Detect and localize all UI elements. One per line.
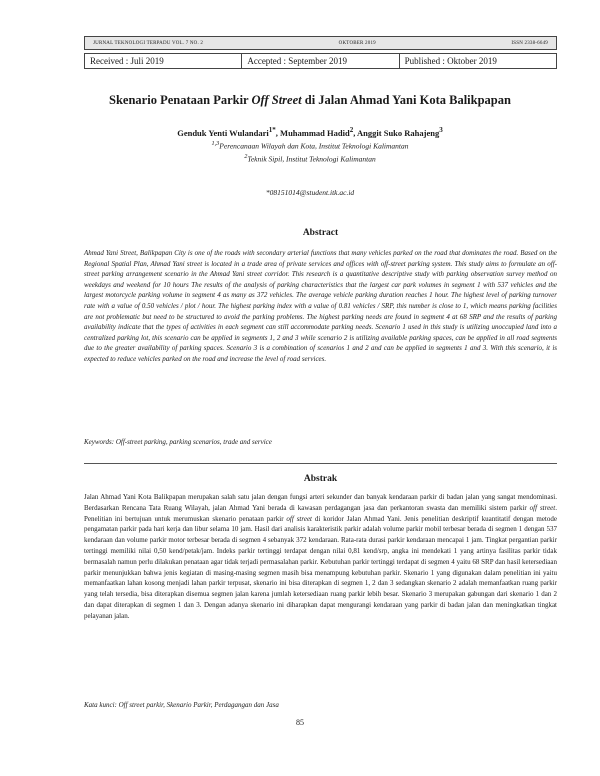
corresponding-email[interactable]: *08151014@student.itk.ac.id (265, 188, 355, 197)
abstract-heading: Abstract (302, 228, 339, 238)
paper-title (60, 93, 560, 108)
received-date: Received : Juli 2019 (85, 54, 242, 68)
title-part-2: Off Street (251, 93, 302, 107)
affiliation-1-sup: 1,3 (211, 140, 220, 147)
affiliation-1-text: Perencanaan Wilayah dan Kota, Institut Teknologi Kalimantan (219, 141, 409, 151)
author-list (60, 126, 560, 138)
kata-kunci: Kata kunci: Off street parkir, Skenario Parkir, Perdagangan dan Jasa (84, 701, 279, 709)
abstrak-part-1: Jalan Ahmad Yani Kota Balikpapan merupakan salah satu jalan dengan fungsi arteri sekunder dan banyak kendaraan parkir di badan jalan yang sangat mendominasi. Berdasarkan Rencana Tata Ruang Wilayah, jalan Ahmad Yani berada di kawasan perdagangan jasa dan perkantoran swasta dan memiliki sistem parkir (84, 493, 557, 512)
abstrak-part-2: . Penelitian ini bertujuan untuk merumuskan skenario penataan parkir (84, 503, 557, 523)
abstrak-italic-2: off street (286, 514, 313, 523)
abstrak-heading: Abstrak (303, 474, 338, 484)
abstrak-text (84, 492, 557, 622)
author-1: Genduk Yenti Wulandari (177, 127, 269, 138)
journal-name: JURNAL TEKNOLOGI TERPADU VOL. 7 NO. 2 (93, 40, 204, 46)
section-divider (84, 463, 557, 464)
title-part-3: di Jalan Ahmad Yani Kota Balikpapan (301, 93, 511, 107)
affiliation-2 (60, 153, 560, 164)
author-2-sup: 2 (349, 126, 354, 134)
affiliation-2-text: Teknik Sipil, Institut Teknologi Kalimantan (247, 154, 376, 164)
article-dates (84, 53, 557, 69)
published-date: Published : Oktober 2019 (404, 56, 497, 66)
issue-month: OKTOBER 2019 (338, 40, 376, 46)
affiliation-1 (60, 140, 560, 151)
journal-header (84, 36, 557, 50)
abstrak-part-3: di koridor Jalan Ahmad Yani. Jenis penelitian deskriptif kuantitatif dengan metode pengamatan parkir pada hari kerja dan libur selama 10 jam. Hasil dari analisis karakteristik parkir adalah volume parkir mobil terbesar berada di segmen 1 dengan 537 kendaraan dan volume parkir motor terbesar berada di segmen 4 sebanyak 372 kendaraan. Rata-rata durasi parkir kendaraan mencapai 1 jam. Tingkat pergantian parkir tertinggi memiliki nilai 0,50 kend/petak/jam. Indeks parkir tertinggi terdapat dengan nilai 0,81 kend/srp, angka ini mendekati 1 yang artinya fasilitas parkir tidak bermasalah namun perlu dilakukan penataan agar tidak terjadi permasalahan parkir. Kebutuhan parkir tertinggi terdapat di segmen 4 yaitu 68 SRP dan hasil ketersediaan parkir menunjukkan bahwa jenis kegiatan di masing-masing segmen masih bisa menampung kebutuhan parkir. Skenario 1 yang digunakan dalam penelitian ini yaitu memanfaatkan lahan kosong menjadi lahan parkir terpusat, skenario ini bisa diterapkan di segmen 1, 2 dan 3 sedangkan skenario 2 adalah memanfaatkan ruang parkir yang telah tersedia, bisa diterapkan disemua segmen jalan karena jumlah ketersediaan ruang parkir lebih besar. Skenario 3 merupakan gabungan dari skenario 1 dan 2 dan dapat diterapkan di segmen 1 dan 3. Dengan adanya skenario ini diharapkan dapat mengurangi kendaraan yang parkir di badan jalan dan meningkatkan tingkat pelayanan jalan. (84, 514, 557, 620)
title-part-1: Skenario Penataan Parkir (109, 93, 252, 107)
affiliation-2-sup: 2 (244, 153, 248, 160)
author-1-sup: 1* (268, 126, 276, 134)
author-3-sup: 3 (439, 126, 443, 134)
author-2: , Muhammad Hadid (275, 127, 350, 138)
abstract-text: Ahmad Yani Street, Balikpapan City is one of the roads with secondary arterial functions that many vehicles parked on the road that dominates the road. Based on the Regional Spatial Plan, Ahmad Yani street is located in a trade area of private services and offices with off-street parking system. This study aims to formulate an off-street parking arrangement scenario in the Ahmad Yani street corridor. This research is a quantitative descriptive study with parking observation survey method on weekdays and weekend for 10 hours The results of the analysis of parking characteristics that the largest car park volumes in segment 1 with 537 vehicles and the largest motorcycle parking volume in segment 4 as many as 372 vehicles. The average vehicle parking duration reaches 1 hour. The highest level of parking turnover rate with a value of 0.50 vehicles / plot / hour. The highest parking index with a value of 0.81 vehicles / SRP, this number is close to 1, which means parking facilities are not problematic but need to be structured to avoid the parking problems. The highest parking needs are found in segment 4 at 68 SRP and the results of parking availability indicate that the types of activities in each segment can still accommodate parking needs. Scenario 1 used in this study is utilizing unoccupied land into a centralized parking lot, this scenario can be applied in segments 1, 2 and 3 while scenario 2 is utilizing available parking spaces, can be applied in all road segments due to the greater availability of parking spaces. Scenario 3 is a combination of scenarios 1 and 2 and can be applied in segments 1 and 3. With this scenario, it is expected to reduce vehicles parked on the road and increase the level of road services. (84, 249, 557, 363)
page-number: 85 (296, 718, 304, 727)
issn: ISSN 2338-6649 (511, 40, 548, 46)
keywords: Keywords: Off-street parking, parking scenarios, trade and service (84, 438, 272, 446)
accepted-date: Accepted : September 2019 (242, 54, 399, 68)
author-3: , Anggit Suko Rahajeng (353, 127, 440, 138)
abstrak-italic-1: off street (529, 503, 556, 512)
